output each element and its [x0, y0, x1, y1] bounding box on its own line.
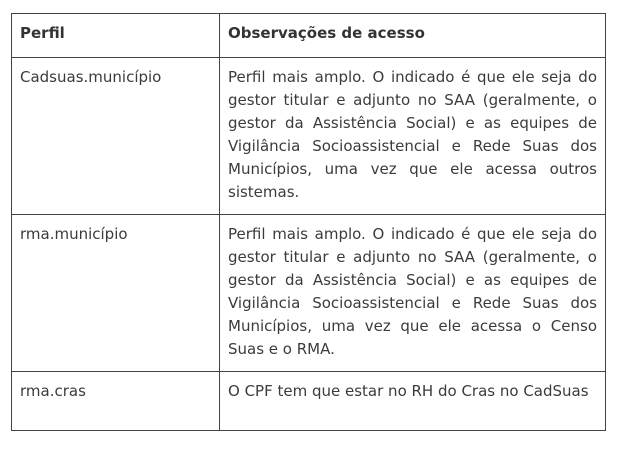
cell-observacoes: O CPF tem que estar no RH do Cras no CadSuas — [220, 372, 606, 431]
cell-perfil: rma.município — [12, 215, 220, 372]
table-row — [12, 58, 606, 215]
table-header-row — [12, 14, 606, 58]
cell-perfil: Cadsuas.município — [12, 58, 220, 215]
cell-observacoes: Perfil mais amplo. O indicado é que ele seja do gestor titular e adjunto no SAA (geralmente, o gestor da Assistência Social) e as equipes de Vigilância Socioassistencial e Rede Suas dos Municípios, uma vez que ele acessa o Censo Suas e o RMA. — [220, 215, 606, 372]
access-profiles-table-container — [11, 13, 605, 431]
table-row — [12, 215, 606, 372]
access-profiles-table — [11, 13, 606, 431]
header-perfil: Perfil — [12, 14, 220, 58]
cell-perfil: rma.cras — [12, 372, 220, 431]
header-observacoes: Observações de acesso — [220, 14, 606, 58]
cell-observacoes: Perfil mais amplo. O indicado é que ele seja do gestor titular e adjunto no SAA (geralmente, o gestor da Assistência Social) e as equipes de Vigilância Socioassistencial e Rede Suas dos Municípios, uma vez que ele acessa outros sistemas. — [220, 58, 606, 215]
table-row — [12, 372, 606, 431]
